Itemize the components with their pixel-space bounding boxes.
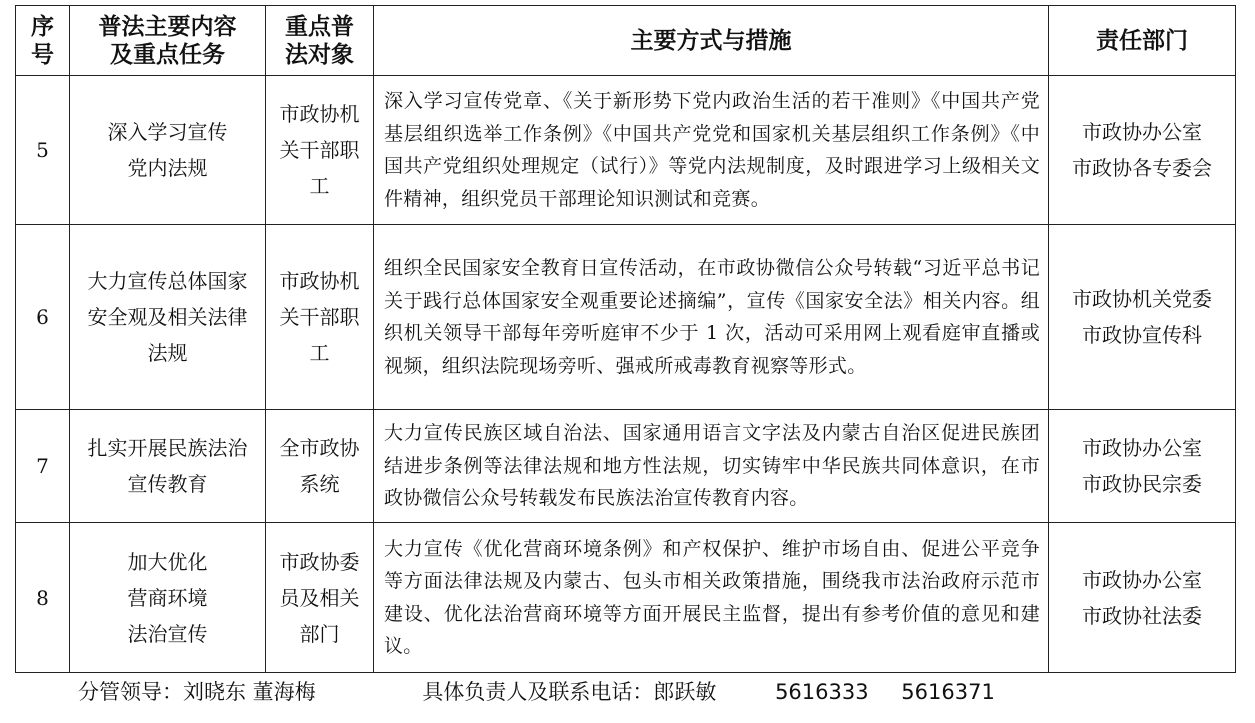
cell-dept xyxy=(1049,523,1236,673)
cell-dept xyxy=(1049,76,1236,225)
cell-dept-line: 市政协办公室 xyxy=(1082,436,1202,460)
cell-task-line: 深入学习宣传 xyxy=(107,120,228,144)
cell-task-line: 宣传教育 xyxy=(127,472,208,496)
cell-target-line: 关干部职 xyxy=(279,138,360,162)
cell-target-line: 全市政协 xyxy=(279,436,360,460)
cell-task xyxy=(70,76,266,225)
cell-task xyxy=(70,410,266,523)
header-seq-line: 号 xyxy=(31,41,54,68)
cell-target-line: 部门 xyxy=(299,621,340,646)
cell-task-line: 法治宣传 xyxy=(127,621,208,646)
cell-target-line: 关干部职 xyxy=(279,305,360,329)
table-row xyxy=(16,523,1236,673)
cell-task-line: 法规 xyxy=(147,341,188,365)
cell-measures: 深入学习宣传党章、《关于新形势下党内政治生活的若干准则》《中国共产党基层组织选举工作条例》《中国共产党党和国家机关基层组织工作条例》《中国共产党组织处理规定（试行）》等党内法规制度，及时跟进学习上级相关文件精神，组织党员干部理论知识测试和竞赛。 xyxy=(374,76,1049,225)
cell-dept-line: 市政协办公室 xyxy=(1082,120,1202,144)
contact-phone: 5616371 xyxy=(901,680,995,704)
cell-task-line: 党内法规 xyxy=(127,156,208,180)
cell-dept xyxy=(1049,225,1236,410)
header-seq-line: 序 xyxy=(31,13,54,40)
cell-measures: 大力宣传民族区域自治法、国家通用语言文字法及内蒙古自治区促进民族团结进步条例等法律法规和地方性法规，切实铸牢中华民族共同体意识，在市政协微信公众号转载发布民族法治宣传教育内容。 xyxy=(374,410,1049,523)
cell-seq: 8 xyxy=(16,523,70,673)
cell-dept-line: 市政协社法委 xyxy=(1082,603,1202,628)
cell-seq: 6 xyxy=(16,225,70,410)
cell-dept-line: 市政协民宗委 xyxy=(1082,472,1202,496)
header-task-line: 普法主要内容 xyxy=(98,13,237,40)
cell-task-line: 大力宣传总体国家 xyxy=(87,269,248,293)
cell-dept-line: 市政协各专委会 xyxy=(1072,156,1212,180)
cell-target-line: 工 xyxy=(309,341,330,365)
cell-dept xyxy=(1049,410,1236,523)
cell-task-line: 营商环境 xyxy=(127,585,208,610)
cell-target-line: 员及相关 xyxy=(279,585,360,610)
cell-target xyxy=(266,225,374,410)
cell-seq: 5 xyxy=(16,76,70,225)
cell-target-line: 系统 xyxy=(299,472,340,496)
table-row xyxy=(16,410,1236,523)
cell-task-line: 扎实开展民族法治 xyxy=(87,436,248,460)
header-target xyxy=(266,6,374,76)
header-measures xyxy=(374,6,1049,76)
header-dept-label: 责任部门 xyxy=(1096,27,1188,54)
contact-person: 具体负责人及联系电话：郎跃敏 xyxy=(422,680,717,704)
header-target-line: 重点普 xyxy=(285,13,354,40)
cell-dept-line: 市政协机关党委 xyxy=(1072,287,1212,311)
cell-target-line: 市政协机 xyxy=(279,269,360,293)
cell-dept-line: 市政协宣传科 xyxy=(1082,323,1202,347)
header-seq xyxy=(16,6,70,76)
cell-target xyxy=(266,523,374,673)
cell-task xyxy=(70,523,266,673)
header-task-line: 及重点任务 xyxy=(110,41,225,68)
header-row xyxy=(16,6,1236,76)
cell-target-line: 工 xyxy=(309,174,330,198)
cell-target-line: 市政协委 xyxy=(279,549,360,574)
work-plan-table xyxy=(15,5,1235,673)
header-dept xyxy=(1049,6,1236,76)
table-row xyxy=(16,225,1236,410)
cell-target xyxy=(266,410,374,523)
header-measures-label: 主要方式与措施 xyxy=(630,27,792,54)
header-target-line: 法对象 xyxy=(285,41,354,68)
cell-target xyxy=(266,76,374,225)
cell-task-line: 安全观及相关法律 xyxy=(87,305,248,329)
cell-dept-line: 市政协办公室 xyxy=(1082,567,1202,592)
footer xyxy=(78,676,995,706)
table-row xyxy=(16,76,1236,225)
cell-measures: 大力宣传《优化营商环境条例》和产权保护、维护市场自由、促进公平竞争等方面法律法规及内蒙古、包头市相关政策措施，围绕我市法治政府示范市建设、优化法治营商环境等方面开展民主监督，提出有参考价值的意见和建议。 xyxy=(374,523,1049,673)
header-task xyxy=(70,6,266,76)
supervising-leaders: 分管领导：刘晓东 董海梅 xyxy=(78,680,316,704)
cell-measures: 组织全民国家安全教育日宣传活动，在市政协微信公众号转载“习近平总书记关于践行总体国家安全观重要论述摘编”，宣传《国家安全法》相关内容。组织机关领导干部每年旁听庭审不少于 1 次，活动可采用网上观看庭审直播或视频，组织法院现场旁听、强戒所戒毒教育视察等形式。 xyxy=(374,225,1049,410)
contact-phone: 5616333 xyxy=(775,680,869,704)
cell-task-line: 加大优化 xyxy=(127,549,208,574)
table xyxy=(15,5,1236,673)
cell-seq: 7 xyxy=(16,410,70,523)
cell-target-line: 市政协机 xyxy=(279,102,360,126)
cell-task xyxy=(70,225,266,410)
